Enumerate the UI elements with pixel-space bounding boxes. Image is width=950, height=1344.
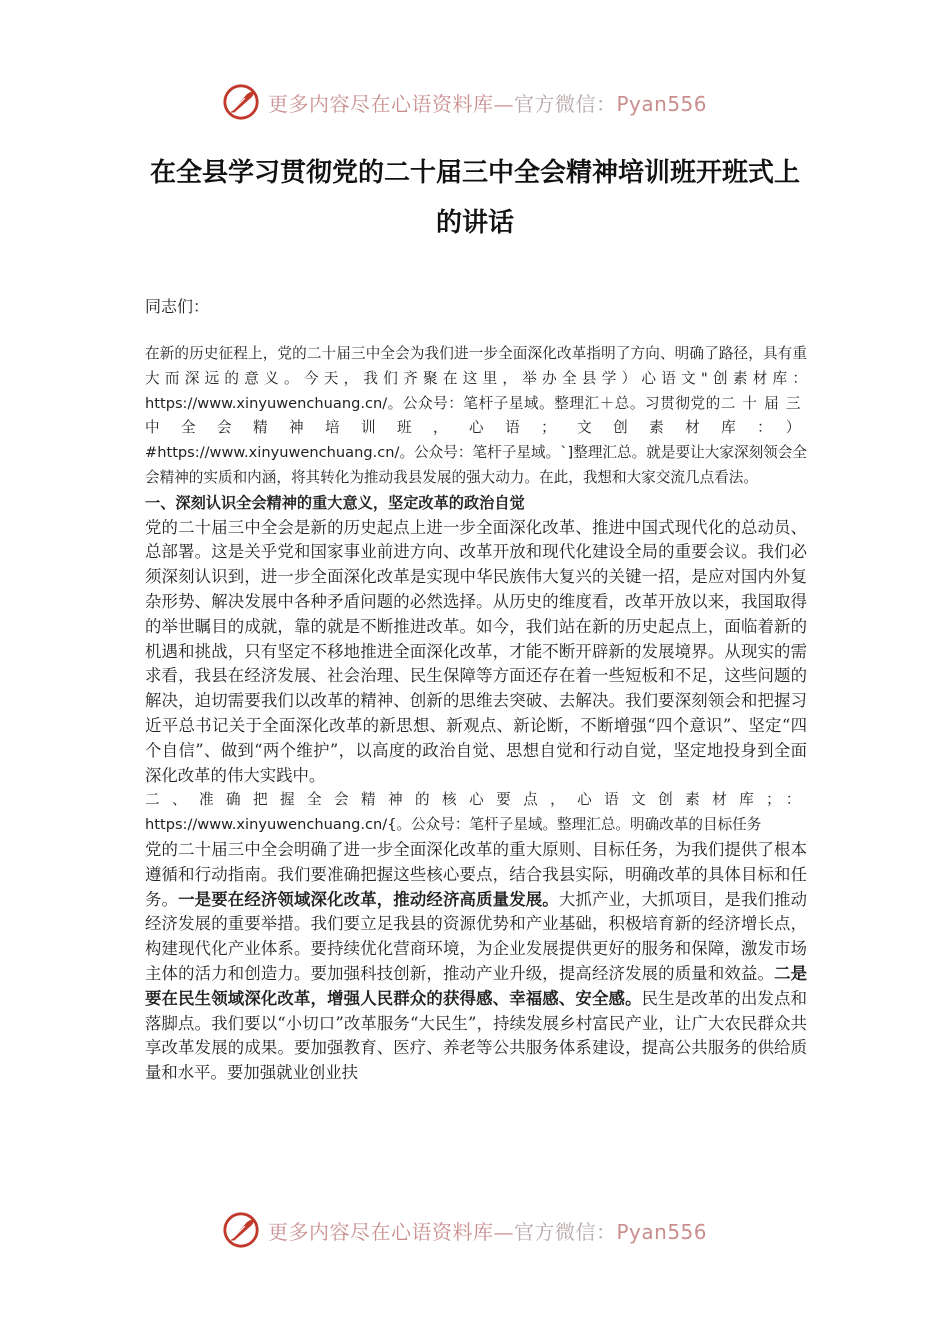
section-1-paragraph: 党的二十届三中全会是新的历史起点上进一步全面深化改革、推进中国式现代化的总动员、总部署。这是关乎党和国家事业前进方向、改革开放和现代化建设全局的重要会议。我们必须深刻认识到，进一步全面深化改革是实现中华民族伟大复兴的关键一招，是应对国内外复杂形势、解决发展中各种矛盾问题的必然选择。从历史的维度看，改革开放以来，我国取得的举世瞩目的成就，靠的就是不断推进改革。如今，我们站在新的历史起点上，面临着新的机遇和挑战，只有坚定不移地推进全面深化改革，才能不断开辟新的发展境界。从现实的需求看，我县在经济发展、社会治理、民生保障等方面还存在着一些短板和不足，这些问题的解决，迫切需要我们以改革的精神、创新的思维去突破、去解决。我们要深刻领会和把握习近平总书记关于全面深化改革的新思想、新观点、新论断，不断增强“四个意识”、坚定“四个自信”、做到“两个维护”，以高度的政治自觉、思想自觉和行动自觉，坚定地投身到全面深化改革的伟大实践中。 [145,517,807,785]
intro-paragraph: 在新的历史征程上，党的二十届三中全会为我们进一步全面深化改革指明了方向、明确了路径，具有重大而深远的意义。今天，我们齐聚在这里，举办全县学）心语文"创素材库：https://www.xinyuwenchuang.cn/。公众号：笔杆子星域。整理汇＋总。习贯彻党的二十届三中全会精神培训班，心语；文创素材库：）#https://www.xinyuwenchuang.cn/。公众号：笔杆子星域。`]整理汇总。就是要让大家深刻领会全会精神的实质和内涵，将其转化为推动我县发展的强大动力。在此，我想和大家交流几点看法。 [145,345,807,486]
quill-logo-icon [222,1211,260,1249]
greeting: 同志们： [145,297,210,316]
quill-logo-icon [222,83,260,121]
spaced-text: 二十届三中全会精神培训班，心语；文创素材库：） [145,394,807,437]
document-body [145,342,807,1086]
section-1-heading: 一、深刻认识全会精神的重大意义，坚定改革的政治自觉 [145,493,525,512]
section-2-heading: 二、准确把握全会精神的核心要点，心语文创素材库；：https://www.xinyuwenchuang.cn/{。公众号：笔杆子星域。整理汇总。明确改革的目标任务 [145,791,807,834]
banner-text: 更多内容尽在心语资料库—官方微信：Pyan556 [268,1219,708,1244]
header-banner [222,82,742,122]
section-2-paragraph: 党的二十届三中全会明确了进一步全面深化改革的重大原则、目标任务，为我们提供了根本遵循和行动指南。我们要准确把握这些核心要点，结合我县实际，明确改革的具体目标和任务。一是要在经济领域深化改革，推动经济高质量发展。大抓产业，大抓项目，是我们推动经济发展的重要举措。我们要立足我县的资源优势和产业基础，积极培育新的经济增长点，构建现代化产业体系。要持续优化营商环境，为企业发展提供更好的服务和保障，激发市场主体的活力和创造力。要加强科技创新，推动产业升级，提高经济发展的质量和效益。二是要在民生领域深化改革，增强人民群众的获得感、幸福感、安全感。民生是改革的出发点和落脚点。我们要以“小切口”改革服务“大民生”，持续发展乡村富民产业，让广大农民群众共享改革发展的成果。要加强教育、医疗、养老等公共服务体系建设，提高公共服务的供给质量和水平。要加强就业创业扶 [145,839,808,1083]
footer-banner [222,1210,742,1250]
banner-text: 更多内容尽在心语资料库—官方微信：Pyan556 [268,91,708,116]
document-title: 在全县学习贯彻党的二十届三中全会精神培训班开班式上的讲话 [149,158,800,238]
